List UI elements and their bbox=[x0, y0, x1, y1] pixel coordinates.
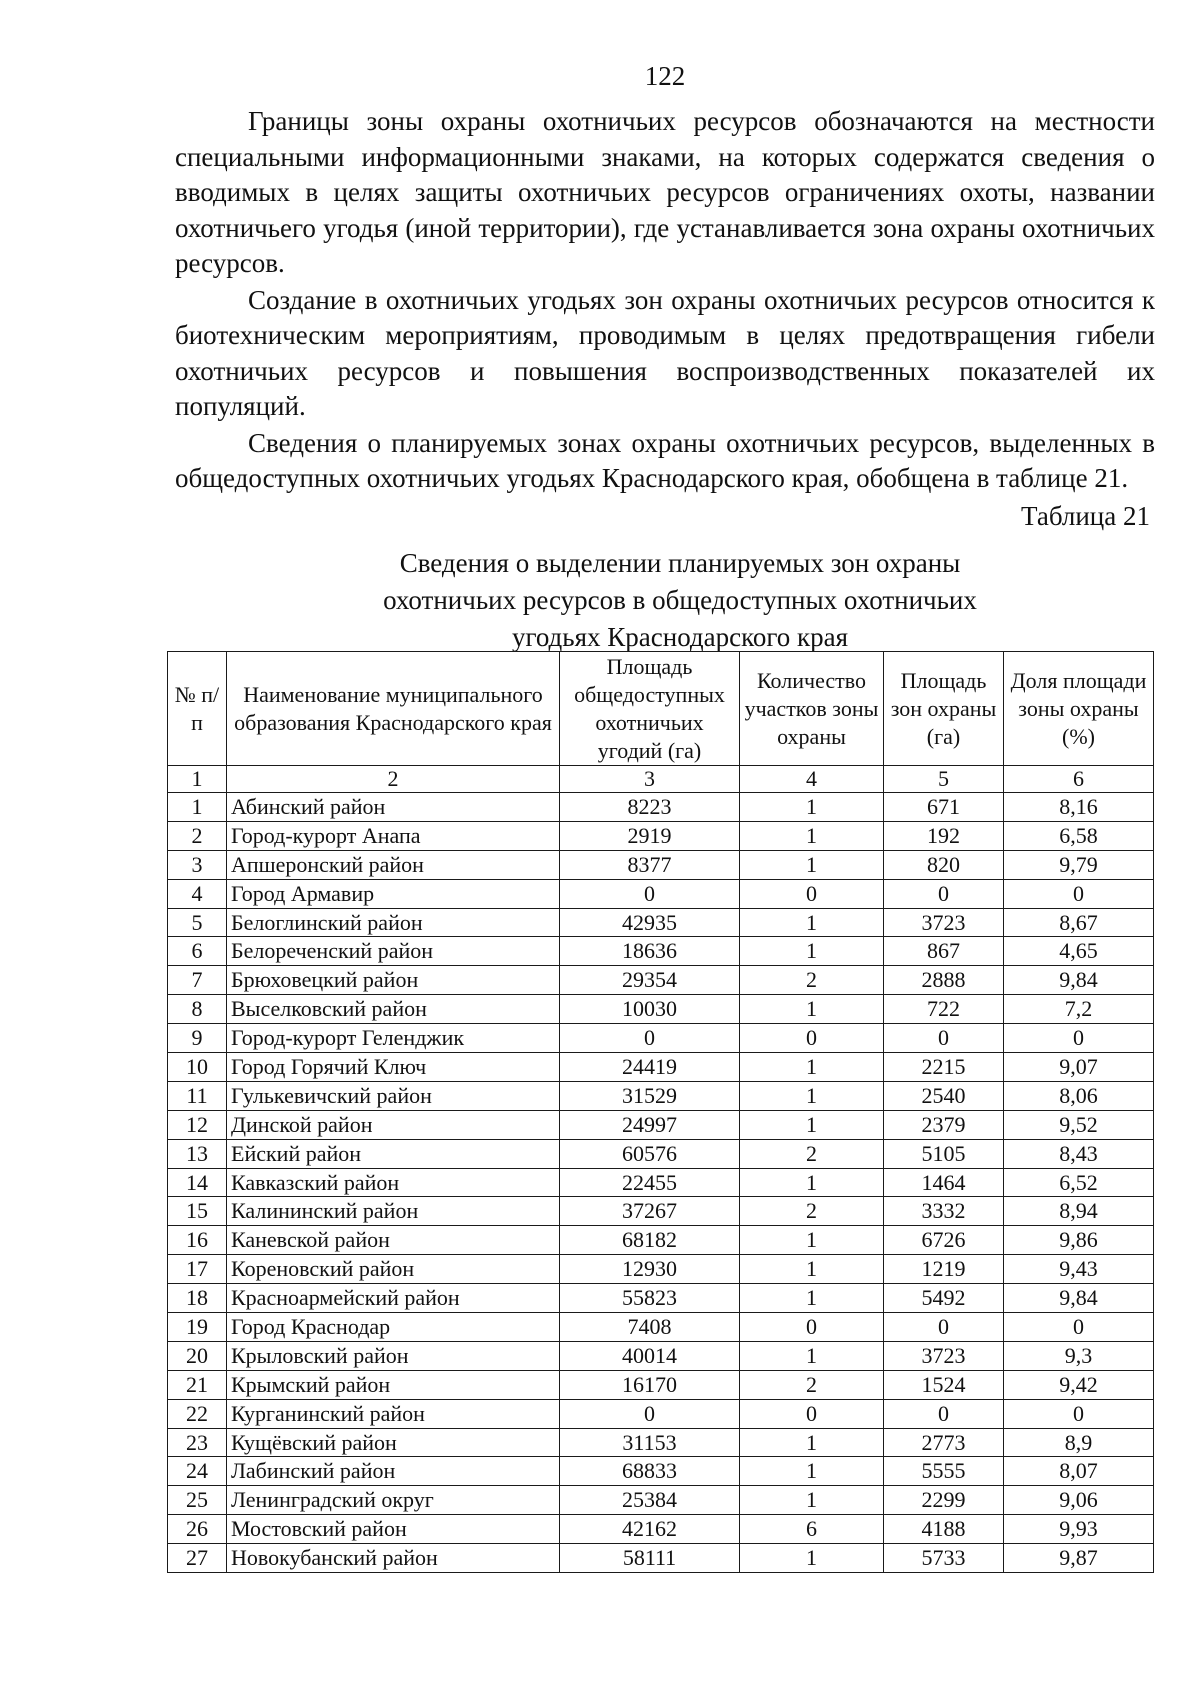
cell-municipality: Белоглинский район bbox=[227, 908, 560, 937]
cell-plots: 0 bbox=[740, 879, 884, 908]
cell-zone-area: 2299 bbox=[884, 1486, 1004, 1515]
table-row bbox=[168, 1053, 1154, 1082]
cell-number: 3 bbox=[168, 850, 227, 879]
cell-area: 68833 bbox=[560, 1457, 740, 1486]
cell-share: 9,93 bbox=[1004, 1515, 1154, 1544]
cell-plots: 1 bbox=[740, 1457, 884, 1486]
cell-share: 0 bbox=[1004, 1313, 1154, 1342]
paragraph: Создание в охотничьих угодьях зон охраны охотничьих ресурсов относится к биотехническим мероприятиям, проводимым в целях предотвращения гибели охотничьих ресурсов и повышения воспроизводственных показателей их популяций. bbox=[175, 284, 1155, 421]
cell-area: 10030 bbox=[560, 995, 740, 1024]
table-title bbox=[300, 545, 1060, 656]
cell-municipality: Гулькевичский район bbox=[227, 1081, 560, 1110]
cell-municipality: Абинский район bbox=[227, 793, 560, 822]
table-row bbox=[168, 1226, 1154, 1255]
cell-plots: 1 bbox=[740, 1341, 884, 1370]
cell-number: 25 bbox=[168, 1486, 227, 1515]
cell-municipality: Красноармейский район bbox=[227, 1284, 560, 1313]
table-row bbox=[168, 1110, 1154, 1139]
cell-plots: 1 bbox=[740, 821, 884, 850]
cell-share: 9,84 bbox=[1004, 1284, 1154, 1313]
table-row bbox=[168, 850, 1154, 879]
cell-plots: 1 bbox=[740, 1428, 884, 1457]
cell-number: 17 bbox=[168, 1255, 227, 1284]
table-row bbox=[168, 821, 1154, 850]
cell-zone-area: 3332 bbox=[884, 1197, 1004, 1226]
cell-municipality: Кавказский район bbox=[227, 1168, 560, 1197]
table-row bbox=[168, 1399, 1154, 1428]
cell-zone-area: 2540 bbox=[884, 1081, 1004, 1110]
cell-plots: 1 bbox=[740, 1226, 884, 1255]
table-row bbox=[168, 1457, 1154, 1486]
cell-share: 8,43 bbox=[1004, 1139, 1154, 1168]
cell-zone-area: 722 bbox=[884, 995, 1004, 1024]
cell-municipality: Город Армавир bbox=[227, 879, 560, 908]
table-row bbox=[168, 879, 1154, 908]
cell-zone-area: 671 bbox=[884, 793, 1004, 822]
cell-number: 14 bbox=[168, 1168, 227, 1197]
cell-number: 6 bbox=[168, 937, 227, 966]
cell-number: 12 bbox=[168, 1110, 227, 1139]
cell-municipality: Город-курорт Анапа bbox=[227, 821, 560, 850]
cell-zone-area: 3723 bbox=[884, 1341, 1004, 1370]
cell-zone-area: 2379 bbox=[884, 1110, 1004, 1139]
paragraph: Границы зоны охраны охотничьих ресурсов обозначаются на местности специальными информационными знаками, на которых содержатся сведения о вводимых в целях защиты охотничьих ресурсов ограничениях охоты, названии охотничьего угодья (иной территории), где устанавливается зона охраны охотничьих ресурсов. bbox=[175, 106, 1155, 278]
cell-area: 29354 bbox=[560, 966, 740, 995]
cell-municipality: Город Горячий Ключ bbox=[227, 1053, 560, 1082]
table-row bbox=[168, 1313, 1154, 1342]
cell-share: 6,58 bbox=[1004, 821, 1154, 850]
cell-number: 24 bbox=[168, 1457, 227, 1486]
cell-area: 8223 bbox=[560, 793, 740, 822]
cell-area: 55823 bbox=[560, 1284, 740, 1313]
table-row bbox=[168, 1168, 1154, 1197]
cell-municipality: Курганинский район bbox=[227, 1399, 560, 1428]
cell-number: 19 bbox=[168, 1313, 227, 1342]
cell-area: 7408 bbox=[560, 1313, 740, 1342]
table-row bbox=[168, 1081, 1154, 1110]
cell-share: 8,67 bbox=[1004, 908, 1154, 937]
cell-area: 31153 bbox=[560, 1428, 740, 1457]
cell-municipality: Новокубанский район bbox=[227, 1544, 560, 1573]
column-number: 5 bbox=[884, 766, 1004, 793]
cell-area: 24997 bbox=[560, 1110, 740, 1139]
cell-municipality: Мостовский район bbox=[227, 1515, 560, 1544]
cell-area: 22455 bbox=[560, 1168, 740, 1197]
table-row bbox=[168, 1370, 1154, 1399]
table-title-line: охотничьих ресурсов в общедоступных охотничьих bbox=[383, 585, 977, 615]
cell-area: 42935 bbox=[560, 908, 740, 937]
cell-share: 9,06 bbox=[1004, 1486, 1154, 1515]
cell-municipality: Крыловский район bbox=[227, 1341, 560, 1370]
cell-number: 18 bbox=[168, 1284, 227, 1313]
table-header-row bbox=[168, 652, 1154, 766]
cell-plots: 2 bbox=[740, 1370, 884, 1399]
cell-plots: 1 bbox=[740, 1110, 884, 1139]
table-row bbox=[168, 1139, 1154, 1168]
table-row bbox=[168, 937, 1154, 966]
cell-area: 40014 bbox=[560, 1341, 740, 1370]
column-number-row bbox=[168, 766, 1154, 793]
cell-zone-area: 2215 bbox=[884, 1053, 1004, 1082]
cell-plots: 1 bbox=[740, 937, 884, 966]
table-row bbox=[168, 966, 1154, 995]
cell-share: 4,65 bbox=[1004, 937, 1154, 966]
cell-number: 26 bbox=[168, 1515, 227, 1544]
cell-share: 0 bbox=[1004, 879, 1154, 908]
cell-plots: 0 bbox=[740, 1313, 884, 1342]
cell-share: 9,79 bbox=[1004, 850, 1154, 879]
cell-municipality: Ленинградский округ bbox=[227, 1486, 560, 1515]
cell-share: 6,52 bbox=[1004, 1168, 1154, 1197]
cell-share: 7,2 bbox=[1004, 995, 1154, 1024]
table-row bbox=[168, 995, 1154, 1024]
cell-share: 0 bbox=[1004, 1399, 1154, 1428]
cell-municipality: Каневской район bbox=[227, 1226, 560, 1255]
cell-share: 9,07 bbox=[1004, 1053, 1154, 1082]
table-title-line: Сведения о выделении планируемых зон охраны bbox=[399, 548, 961, 578]
cell-zone-area: 192 bbox=[884, 821, 1004, 850]
cell-plots: 1 bbox=[740, 995, 884, 1024]
column-number: 1 bbox=[168, 766, 227, 793]
cell-municipality: Выселковский район bbox=[227, 995, 560, 1024]
cell-share: 9,42 bbox=[1004, 1370, 1154, 1399]
cell-zone-area: 1219 bbox=[884, 1255, 1004, 1284]
cell-zone-area: 5555 bbox=[884, 1457, 1004, 1486]
cell-number: 20 bbox=[168, 1341, 227, 1370]
cell-number: 8 bbox=[168, 995, 227, 1024]
cell-number: 4 bbox=[168, 879, 227, 908]
cell-share: 9,3 bbox=[1004, 1341, 1154, 1370]
column-number: 6 bbox=[1004, 766, 1154, 793]
cell-number: 2 bbox=[168, 821, 227, 850]
body-text bbox=[175, 104, 1155, 498]
cell-number: 5 bbox=[168, 908, 227, 937]
cell-plots: 2 bbox=[740, 966, 884, 995]
cell-number: 22 bbox=[168, 1399, 227, 1428]
cell-share: 9,43 bbox=[1004, 1255, 1154, 1284]
cell-plots: 0 bbox=[740, 1024, 884, 1053]
cell-municipality: Динской район bbox=[227, 1110, 560, 1139]
cell-municipality: Белореченский район bbox=[227, 937, 560, 966]
cell-plots: 6 bbox=[740, 1515, 884, 1544]
cell-share: 8,16 bbox=[1004, 793, 1154, 822]
cell-zone-area: 6726 bbox=[884, 1226, 1004, 1255]
header-cell-zone-area: Площадь зон охраны (га) bbox=[884, 652, 1004, 766]
header-cell-share: Доля площади зоны охраны (%) bbox=[1004, 652, 1154, 766]
cell-number: 11 bbox=[168, 1081, 227, 1110]
cell-area: 0 bbox=[560, 1024, 740, 1053]
cell-number: 9 bbox=[168, 1024, 227, 1053]
cell-plots: 1 bbox=[740, 1544, 884, 1573]
cell-number: 16 bbox=[168, 1226, 227, 1255]
header-cell-plots: Количество участков зоны охраны bbox=[740, 652, 884, 766]
cell-zone-area: 5105 bbox=[884, 1139, 1004, 1168]
cell-area: 68182 bbox=[560, 1226, 740, 1255]
cell-share: 9,86 bbox=[1004, 1226, 1154, 1255]
cell-zone-area: 2888 bbox=[884, 966, 1004, 995]
cell-plots: 2 bbox=[740, 1139, 884, 1168]
cell-plots: 1 bbox=[740, 793, 884, 822]
table-row bbox=[168, 1197, 1154, 1226]
cell-zone-area: 4188 bbox=[884, 1515, 1004, 1544]
cell-zone-area: 2773 bbox=[884, 1428, 1004, 1457]
cell-number: 27 bbox=[168, 1544, 227, 1573]
cell-share: 8,9 bbox=[1004, 1428, 1154, 1457]
table-row bbox=[168, 1428, 1154, 1457]
cell-plots: 1 bbox=[740, 1053, 884, 1082]
cell-area: 58111 bbox=[560, 1544, 740, 1573]
cell-zone-area: 0 bbox=[884, 1024, 1004, 1053]
cell-number: 1 bbox=[168, 793, 227, 822]
cell-municipality: Кореновский район bbox=[227, 1255, 560, 1284]
cell-plots: 0 bbox=[740, 1399, 884, 1428]
cell-share: 9,84 bbox=[1004, 966, 1154, 995]
cell-zone-area: 3723 bbox=[884, 908, 1004, 937]
cell-zone-area: 0 bbox=[884, 879, 1004, 908]
cell-share: 8,06 bbox=[1004, 1081, 1154, 1110]
table-title-line: угодьях Краснодарского края bbox=[511, 622, 849, 652]
cell-plots: 1 bbox=[740, 908, 884, 937]
cell-plots: 1 bbox=[740, 1255, 884, 1284]
cell-area: 8377 bbox=[560, 850, 740, 879]
cell-municipality: Апшеронский район bbox=[227, 850, 560, 879]
cell-area: 16170 bbox=[560, 1370, 740, 1399]
cell-zone-area: 5733 bbox=[884, 1544, 1004, 1573]
table-row bbox=[168, 1255, 1154, 1284]
cell-plots: 1 bbox=[740, 1486, 884, 1515]
cell-area: 60576 bbox=[560, 1139, 740, 1168]
page-number: 122 bbox=[644, 61, 686, 91]
cell-number: 13 bbox=[168, 1139, 227, 1168]
cell-municipality: Город-курорт Геленджик bbox=[227, 1024, 560, 1053]
cell-zone-area: 0 bbox=[884, 1399, 1004, 1428]
table-row bbox=[168, 1515, 1154, 1544]
table-row bbox=[168, 1486, 1154, 1515]
cell-municipality: Кущёвский район bbox=[227, 1428, 560, 1457]
cell-plots: 1 bbox=[740, 1081, 884, 1110]
cell-municipality: Крымский район bbox=[227, 1370, 560, 1399]
cell-municipality: Ейский район bbox=[227, 1139, 560, 1168]
cell-area: 25384 bbox=[560, 1486, 740, 1515]
table-row bbox=[168, 1024, 1154, 1053]
cell-number: 10 bbox=[168, 1053, 227, 1082]
cell-number: 7 bbox=[168, 966, 227, 995]
cell-area: 31529 bbox=[560, 1081, 740, 1110]
cell-share: 9,52 bbox=[1004, 1110, 1154, 1139]
cell-area: 0 bbox=[560, 1399, 740, 1428]
cell-municipality: Лабинский район bbox=[227, 1457, 560, 1486]
cell-municipality: Город Краснодар bbox=[227, 1313, 560, 1342]
cell-municipality: Калининский район bbox=[227, 1197, 560, 1226]
column-number: 3 bbox=[560, 766, 740, 793]
cell-area: 42162 bbox=[560, 1515, 740, 1544]
cell-area: 37267 bbox=[560, 1197, 740, 1226]
cell-plots: 1 bbox=[740, 1168, 884, 1197]
table-row bbox=[168, 1341, 1154, 1370]
cell-share: 8,07 bbox=[1004, 1457, 1154, 1486]
hunting-zones-table bbox=[167, 651, 1154, 1573]
header-cell-area: Площадь общедоступных охотничьих угодий (га) bbox=[560, 652, 740, 766]
cell-area: 12930 bbox=[560, 1255, 740, 1284]
paragraph: Сведения о планируемых зонах охраны охотничьих ресурсов, выделенных в общедоступных охотничьих угодьях Краснодарского края, обобщена в таблице 21. bbox=[175, 427, 1155, 493]
cell-share: 8,94 bbox=[1004, 1197, 1154, 1226]
cell-municipality: Брюховецкий район bbox=[227, 966, 560, 995]
table-body bbox=[168, 793, 1154, 1573]
cell-zone-area: 1524 bbox=[884, 1370, 1004, 1399]
table-label: Таблица 21 bbox=[1021, 501, 1150, 531]
cell-zone-area: 1464 bbox=[884, 1168, 1004, 1197]
cell-plots: 1 bbox=[740, 850, 884, 879]
table-row bbox=[168, 1284, 1154, 1313]
table-row bbox=[168, 908, 1154, 937]
cell-area: 0 bbox=[560, 879, 740, 908]
cell-share: 9,87 bbox=[1004, 1544, 1154, 1573]
header-cell-number: № п/п bbox=[168, 652, 227, 766]
cell-number: 23 bbox=[168, 1428, 227, 1457]
cell-zone-area: 820 bbox=[884, 850, 1004, 879]
cell-zone-area: 867 bbox=[884, 937, 1004, 966]
cell-plots: 1 bbox=[740, 1284, 884, 1313]
cell-plots: 2 bbox=[740, 1197, 884, 1226]
cell-share: 0 bbox=[1004, 1024, 1154, 1053]
column-number: 4 bbox=[740, 766, 884, 793]
cell-area: 2919 bbox=[560, 821, 740, 850]
cell-zone-area: 5492 bbox=[884, 1284, 1004, 1313]
cell-area: 18636 bbox=[560, 937, 740, 966]
cell-number: 21 bbox=[168, 1370, 227, 1399]
cell-area: 24419 bbox=[560, 1053, 740, 1082]
table-row bbox=[168, 793, 1154, 822]
column-number: 2 bbox=[227, 766, 560, 793]
cell-zone-area: 0 bbox=[884, 1313, 1004, 1342]
table-row bbox=[168, 1544, 1154, 1573]
header-cell-municipality: Наименование муниципального образования Краснодарского края bbox=[227, 652, 560, 766]
cell-number: 15 bbox=[168, 1197, 227, 1226]
